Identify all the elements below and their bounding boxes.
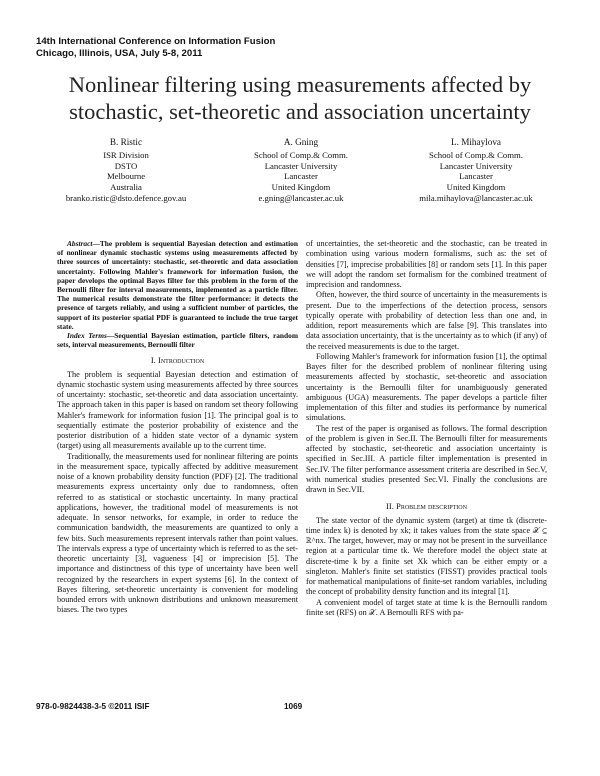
author-gning xyxy=(231,137,371,204)
author-affiliation: ISR Division xyxy=(103,149,149,160)
section-heading-introduction: I. Introduction xyxy=(150,355,205,366)
page-number: 1069 xyxy=(284,702,303,711)
conference-location: Chicago, Illinois, USA, July 5-8, 2011 xyxy=(36,47,203,59)
paragraph: A convenient model of target state at time k is the Bernoulli random finite set (RFS) on 𝒳. A Bernoulli RFS with pa- xyxy=(306,597,547,617)
author-mihaylova xyxy=(386,137,566,204)
author-name: A. Gning xyxy=(283,137,319,147)
author-country: United Kingdom xyxy=(271,182,331,193)
author-city: Melbourne xyxy=(106,171,146,182)
author-block xyxy=(36,137,566,219)
author-name: B. Ristic xyxy=(109,137,143,147)
author-affiliation: School of Comp.& Comm. xyxy=(254,149,348,160)
paragraph: of uncertainties, the set-theoretic and the stochastic, can be treated in combination using various modern formalisms, such as: the set of densities [7], imprecise probabilities [8] or random sets [1]. In this paper we will adopt the random set formalism for the combined treatment of imprecision and randomness. xyxy=(306,239,547,289)
paragraph: Traditionally, the measurements used for nonlinear filtering are points in the measurement space, typically affected by additive measurement noise of a known probability density function (PDF) [2]. The traditional measurements express uncertainty only due to randomness, often referred to as statistical or stochastic uncertainty. In many practical applications, however, the traditional model of measurements is not adequate. In sensor networks, for example, in order to reduce the communication bandwidth, the measurements are quantized to only a few bits. Such measurements represent intervals rather than point values. The intervals express a type of uncertainty which is referred to as the set-theoretic uncertainty [3], vagueness [4] or imprecision [5]. The importance and distinctness of this type of uncertainty have been well recognized by the researchers in expert systems [6]. In the context of Bayes filtering, set-theoretic uncertainty is convenient for modeling bounded errors with unknown distributions and unknown measurement biases. The two types xyxy=(57,451,298,615)
author-email[interactable]: e.gning@lancaster.ac.uk xyxy=(258,192,344,203)
author-name: L. Mihaylova xyxy=(450,137,501,147)
conference-header xyxy=(36,36,275,59)
title-line-1: Nonlinear filtering using measurements affected by xyxy=(68,72,532,97)
right-column xyxy=(306,239,547,618)
author-affiliation: Lancaster University xyxy=(264,160,338,171)
index-terms xyxy=(57,331,298,349)
abstract xyxy=(57,239,298,331)
author-affiliation: School of Comp.& Comm. xyxy=(429,149,523,160)
section-heading-problem: II. Problem description xyxy=(386,501,467,512)
paper-title xyxy=(40,71,560,125)
paragraph: The state vector of the dynamic system (target) at time tk (discrete-time index k) is denoted by xk; it takes values from the state space 𝒳 ⊆ ℝ^nx. The target, however, may or may not be present in the surveillance region at a particular time tk. We therefore model the object state at discrete-time k by a finite set Xk which can be either empty or a singleton. Mahler's finite set statistics (FISST) provides practical tools for mathematical manipulations of finite-set random variables, including the concept of probability density function and its integral [1]. xyxy=(306,515,547,597)
paragraph: Often, however, the third source of uncertainty in the measurements is present. Due to the imperfections of the detection process, sensors typically operate with probability of detection less than one and, in addition, report measurements which are false [9]. This translates into data association uncertainty, that is the uncertainty as to which (if any) of the received measurements is due to the target. xyxy=(306,290,547,351)
index-terms-text: —Sequential Bayesian estimation, particle filters, random sets, interval measurements, Bernoulli filter xyxy=(57,331,299,350)
paragraph: Following Mahler's framework for information fusion [1], the optimal Bayes filter for the described problem of nonlinear filtering using measurements affected by stochastic, set-theoretic and association uncertainty is the Bernoulli filter for unambiguously generated ambiguous (UGA) measurements. The paper develops a particle filter implementation of this filter and studies its performance by numerical simulations. xyxy=(306,351,547,423)
conference-name: 14th International Conference on Information Fusion xyxy=(36,36,276,47)
author-country: Australia xyxy=(110,182,142,193)
author-city: Lancaster xyxy=(284,171,318,182)
author-city: Lancaster xyxy=(459,171,493,182)
isbn-copyright: 978-0-9824438-3-5 ©2011 ISIF xyxy=(36,702,150,711)
title-line-2: stochastic, set-theoretic and association uncertainty xyxy=(69,99,531,124)
author-country: United Kingdom xyxy=(446,182,506,193)
paragraph: The rest of the paper is organised as follows. The formal description of the problem is given in Sec.II. The Bernoulli filter for measurements affected by stochastic, set-theoretic and association uncertainty is specified in Sec.III. A particle filter implementation is presented in Sec.IV. The filter performance assessment criteria are described in Sec.V, with numerical studies presented Sec.VI. Finally the conclusions are drawn in Sec.VII. xyxy=(306,423,547,494)
author-affiliation: DSTO xyxy=(114,160,138,171)
left-column xyxy=(57,239,298,616)
abstract-text: —The problem is sequential Bayesian detection and estimation of nonlinear dynamic stochastic systems using measurements affected by three sources of uncertainty: stochastic, set-theoretic and data association uncertainty. Following Mahler's framework for information fusion, the paper develops the optimal Bayes filter for this problem in the form of the Bernoulli filter for interval measurements, implemented as a particle filter. The numerical results demonstrate the filter performance: it detects the presence of targets reliably, and using a sufficient number of particles, the support of its posterior spatial PDF is guaranteed to include the true target state. xyxy=(57,239,298,331)
author-email[interactable]: mila.mihaylova@lancaster.ac.uk xyxy=(419,192,533,203)
author-affiliation: Lancaster University xyxy=(439,160,513,171)
author-email[interactable]: branko.ristic@dsto.defence.gov.au xyxy=(65,192,187,203)
author-ristic xyxy=(36,137,216,204)
abstract-label: Abstract xyxy=(67,239,93,248)
index-terms-label: Index Terms xyxy=(67,331,107,341)
paragraph: The problem is sequential Bayesian detection and estimation of dynamic stochastic system using measurements affected by three sources of uncertainty: stochastic, set-theoretic and data association uncertainty. The approach taken in this paper is based on random set theory following Mahler's framework for information fusion [1]. The principal goal is to sequentially estimate the posterior probability of existence and the posterior distribution of a hidden state vector of a dynamic system (target) using all measurements available up to the current time. xyxy=(57,369,298,451)
